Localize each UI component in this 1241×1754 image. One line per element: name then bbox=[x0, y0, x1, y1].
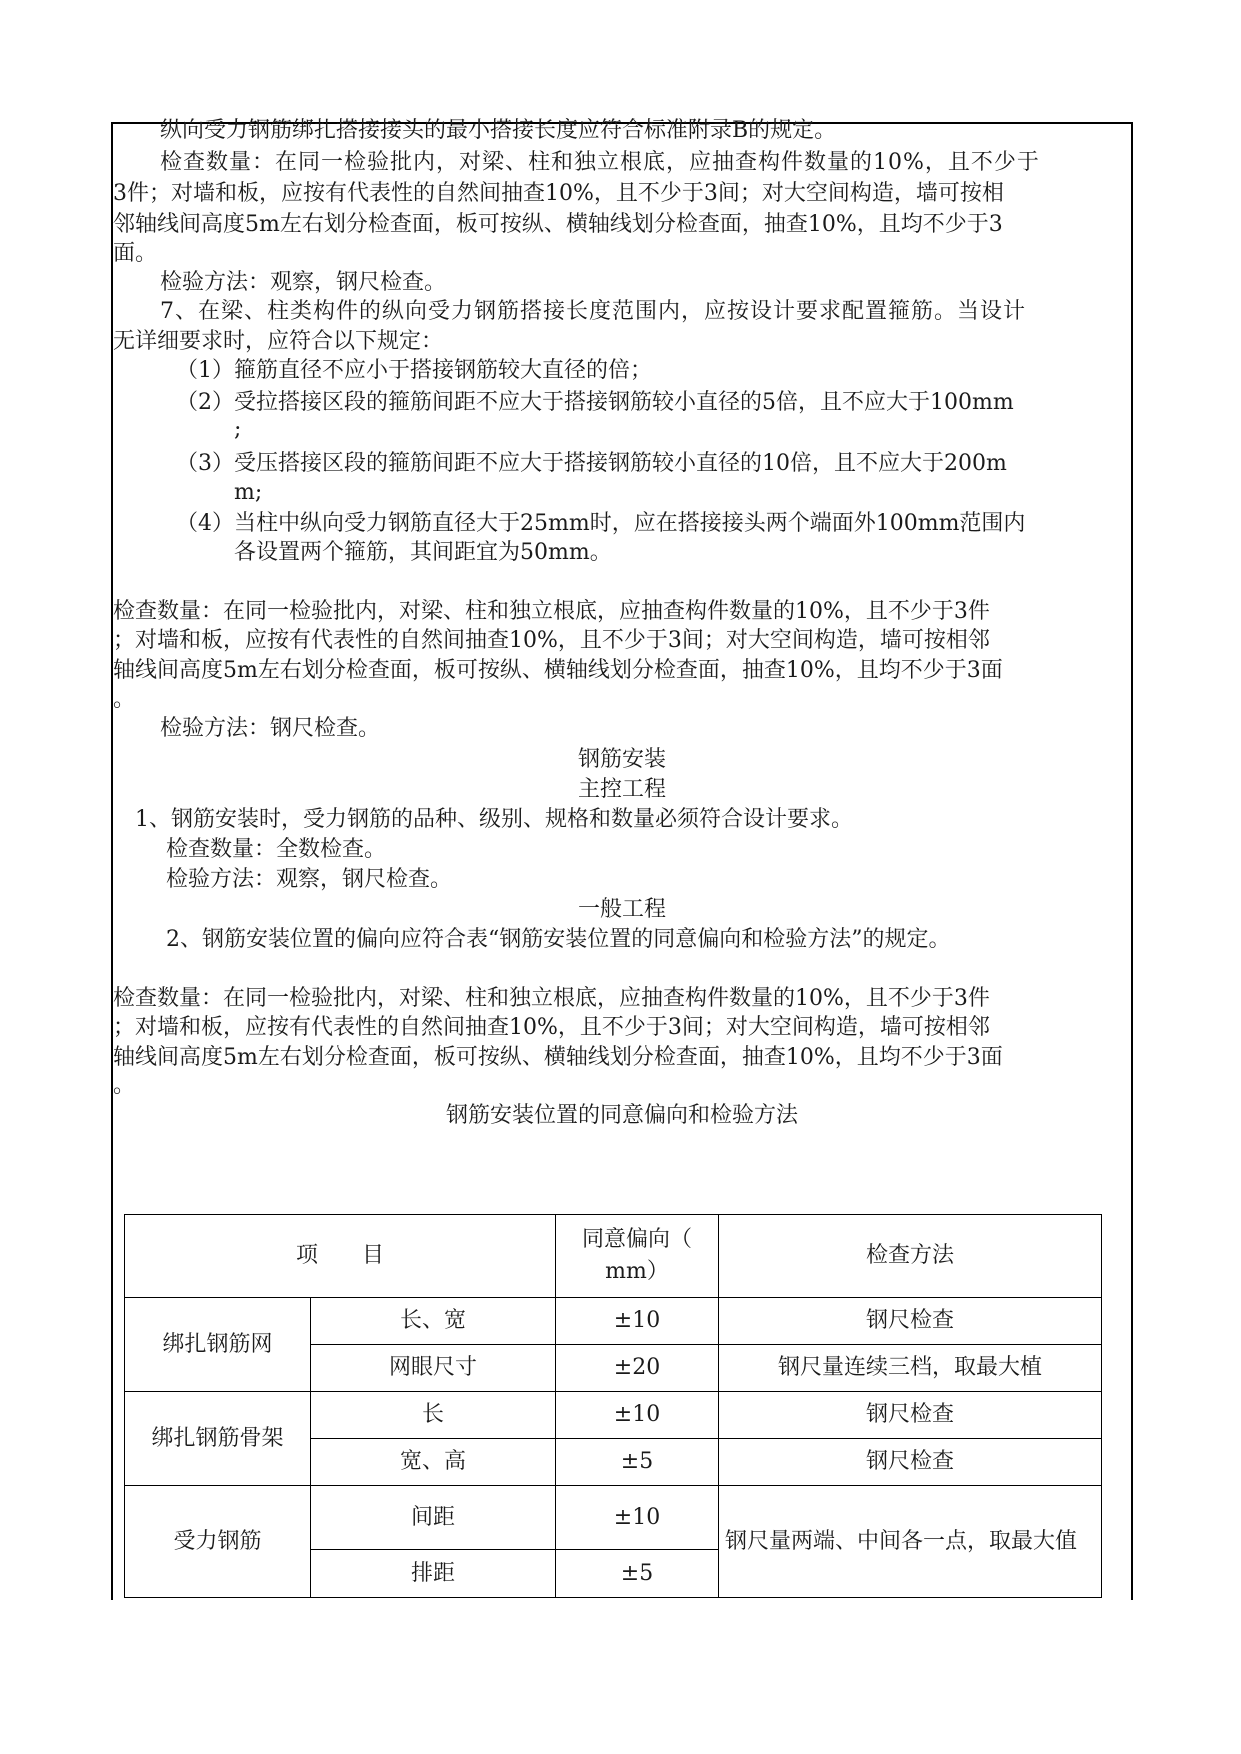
header-item: 项 目 bbox=[125, 1215, 556, 1298]
check-line: 轴线间高度5m左右划分检查面，板可按纵、横轴线划分检查面，抽查10%，且均不少于3面 bbox=[113, 1045, 1003, 1070]
para-line: 检验方法：观察，钢尺检查。 bbox=[160, 270, 447, 295]
check-line: 轴线间高度5m左右划分检查面，板可按纵、横轴线划分检查面，抽查10%，且均不少于3面 bbox=[113, 658, 1003, 683]
table-header-row bbox=[125, 1215, 1102, 1298]
para-line: 邻轴线间高度5m左右划分检查面，板可按纵、横轴线划分检查面，抽查10%，且均不少于3 bbox=[113, 212, 1003, 237]
table-row bbox=[125, 1298, 1102, 1345]
para-line: 1、钢筋安装时，受力钢筋的品种、级别、规格和数量必须符合设计要求。 bbox=[135, 807, 853, 832]
header-tolerance bbox=[556, 1215, 719, 1298]
sub-item: 宽、高 bbox=[311, 1439, 556, 1486]
list-item-text: 受压搭接区段的箍筋间距不应大于搭接钢筋较小直径的10倍，且不应大于200m bbox=[234, 451, 1007, 476]
sub-item: 排距 bbox=[311, 1550, 556, 1598]
method: 钢尺检查 bbox=[719, 1439, 1102, 1486]
list-number: （2） bbox=[176, 390, 234, 415]
list-number: （4） bbox=[176, 511, 234, 536]
tolerance: ±10 bbox=[556, 1392, 719, 1439]
header-tolerance-line1: 同意偏向（ bbox=[582, 1227, 693, 1252]
list-item-cont: 各设置两个箍筋，其间距宜为50mm。 bbox=[234, 540, 612, 565]
section-heading: 钢筋安装 bbox=[577, 747, 666, 772]
table-caption: 钢筋安装位置的同意偏向和检验方法 bbox=[445, 1103, 798, 1128]
para-line: 纵向受力钢筋绑扎搭接接头的最小搭接长度应符合标准附录B的规定。 bbox=[160, 118, 837, 143]
method-merged: 钢尺量两端、中间各一点，取最大值 bbox=[719, 1486, 1102, 1598]
sub-item: 长、宽 bbox=[311, 1298, 556, 1345]
section-heading: 主控工程 bbox=[577, 777, 666, 802]
list-number: （3） bbox=[176, 451, 234, 476]
tolerance: ±20 bbox=[556, 1345, 719, 1392]
method: 钢尺检查 bbox=[719, 1392, 1102, 1439]
group-name: 受力钢筋 bbox=[125, 1486, 311, 1598]
check-line: 检查数量：在同一检验批内，对梁、柱和独立根底，应抽查构件数量的10%，且不少于3件 bbox=[113, 599, 990, 624]
check-line: 检查数量：在同一检验批内，对梁、柱和独立根底，应抽查构件数量的10%，且不少于3件 bbox=[113, 986, 990, 1011]
sub-item: 长 bbox=[311, 1392, 556, 1439]
tolerance: ±10 bbox=[556, 1486, 719, 1550]
header-method: 检查方法 bbox=[719, 1215, 1102, 1298]
para-line: 检查数量：在同一检验批内，对梁、柱和独立根底，应抽查构件数量的10%，且不少于 bbox=[160, 150, 1040, 175]
para-line: 检验方法：观察，钢尺检查。 bbox=[166, 867, 453, 892]
check-line: ；对墙和板，应按有代表性的自然间抽查10%，且不少于3间；对大空间构造，墙可按相邻 bbox=[113, 1015, 990, 1040]
header-tolerance-line2: mm） bbox=[605, 1259, 669, 1284]
check-line: ；对墙和板，应按有代表性的自然间抽查10%，且不少于3间；对大空间构造，墙可按相邻 bbox=[113, 628, 990, 653]
list-number: （1） bbox=[176, 358, 234, 383]
para-line: 2、钢筋安装位置的偏向应符合表“钢筋安装位置的同意偏向和检验方法”的规定。 bbox=[166, 927, 951, 952]
para-line: 7、在梁、柱类构件的纵向受力钢筋搭接长度范围内，应按设计要求配置箍筋。当设计 bbox=[160, 299, 1026, 324]
document-frame bbox=[111, 118, 1133, 1600]
tolerance: ±5 bbox=[556, 1439, 719, 1486]
list-item-text: 当柱中纵向受力钢筋直径大于25mm时，应在搭接接头两个端面外100mm范围内 bbox=[234, 511, 1026, 536]
para-line: 检查数量：全数检查。 bbox=[166, 837, 387, 862]
method: 钢尺检查 bbox=[719, 1298, 1102, 1345]
group-name: 绑扎钢筋网 bbox=[125, 1298, 311, 1392]
sub-item: 间距 bbox=[311, 1486, 556, 1550]
table-row bbox=[125, 1392, 1102, 1439]
method-line: 检验方法：钢尺检查。 bbox=[160, 716, 381, 741]
method: 钢尺量连续三档，取最大植 bbox=[719, 1345, 1102, 1392]
section-heading: 一般工程 bbox=[577, 897, 666, 922]
tolerance: ±10 bbox=[556, 1298, 719, 1345]
list-item-text: 受拉搭接区段的箍筋间距不应大于搭接钢筋较小直径的5倍，且不应大于100mm bbox=[234, 390, 1014, 415]
table-row bbox=[125, 1486, 1102, 1550]
check-line: 。 bbox=[113, 687, 136, 712]
para-line: 面。 bbox=[113, 241, 158, 266]
list-item-cont: m; bbox=[234, 480, 263, 505]
check-line: 。 bbox=[113, 1073, 136, 1098]
list-item-cont: ; bbox=[234, 417, 242, 442]
tolerance: ±5 bbox=[556, 1550, 719, 1598]
list-item-text: 箍筋直径不应小于搭接钢筋较大直径的倍； bbox=[234, 358, 653, 383]
sub-item: 网眼尺寸 bbox=[311, 1345, 556, 1392]
tolerance-table bbox=[124, 1214, 1102, 1598]
para-line: 无详细要求时，应符合以下规定： bbox=[113, 329, 444, 354]
group-name: 绑扎钢筋骨架 bbox=[125, 1392, 311, 1486]
para-line: 3件；对墙和板，应按有代表性的自然间抽查10%，且不少于3间；对大空间构造，墙可按相 bbox=[113, 181, 1004, 206]
